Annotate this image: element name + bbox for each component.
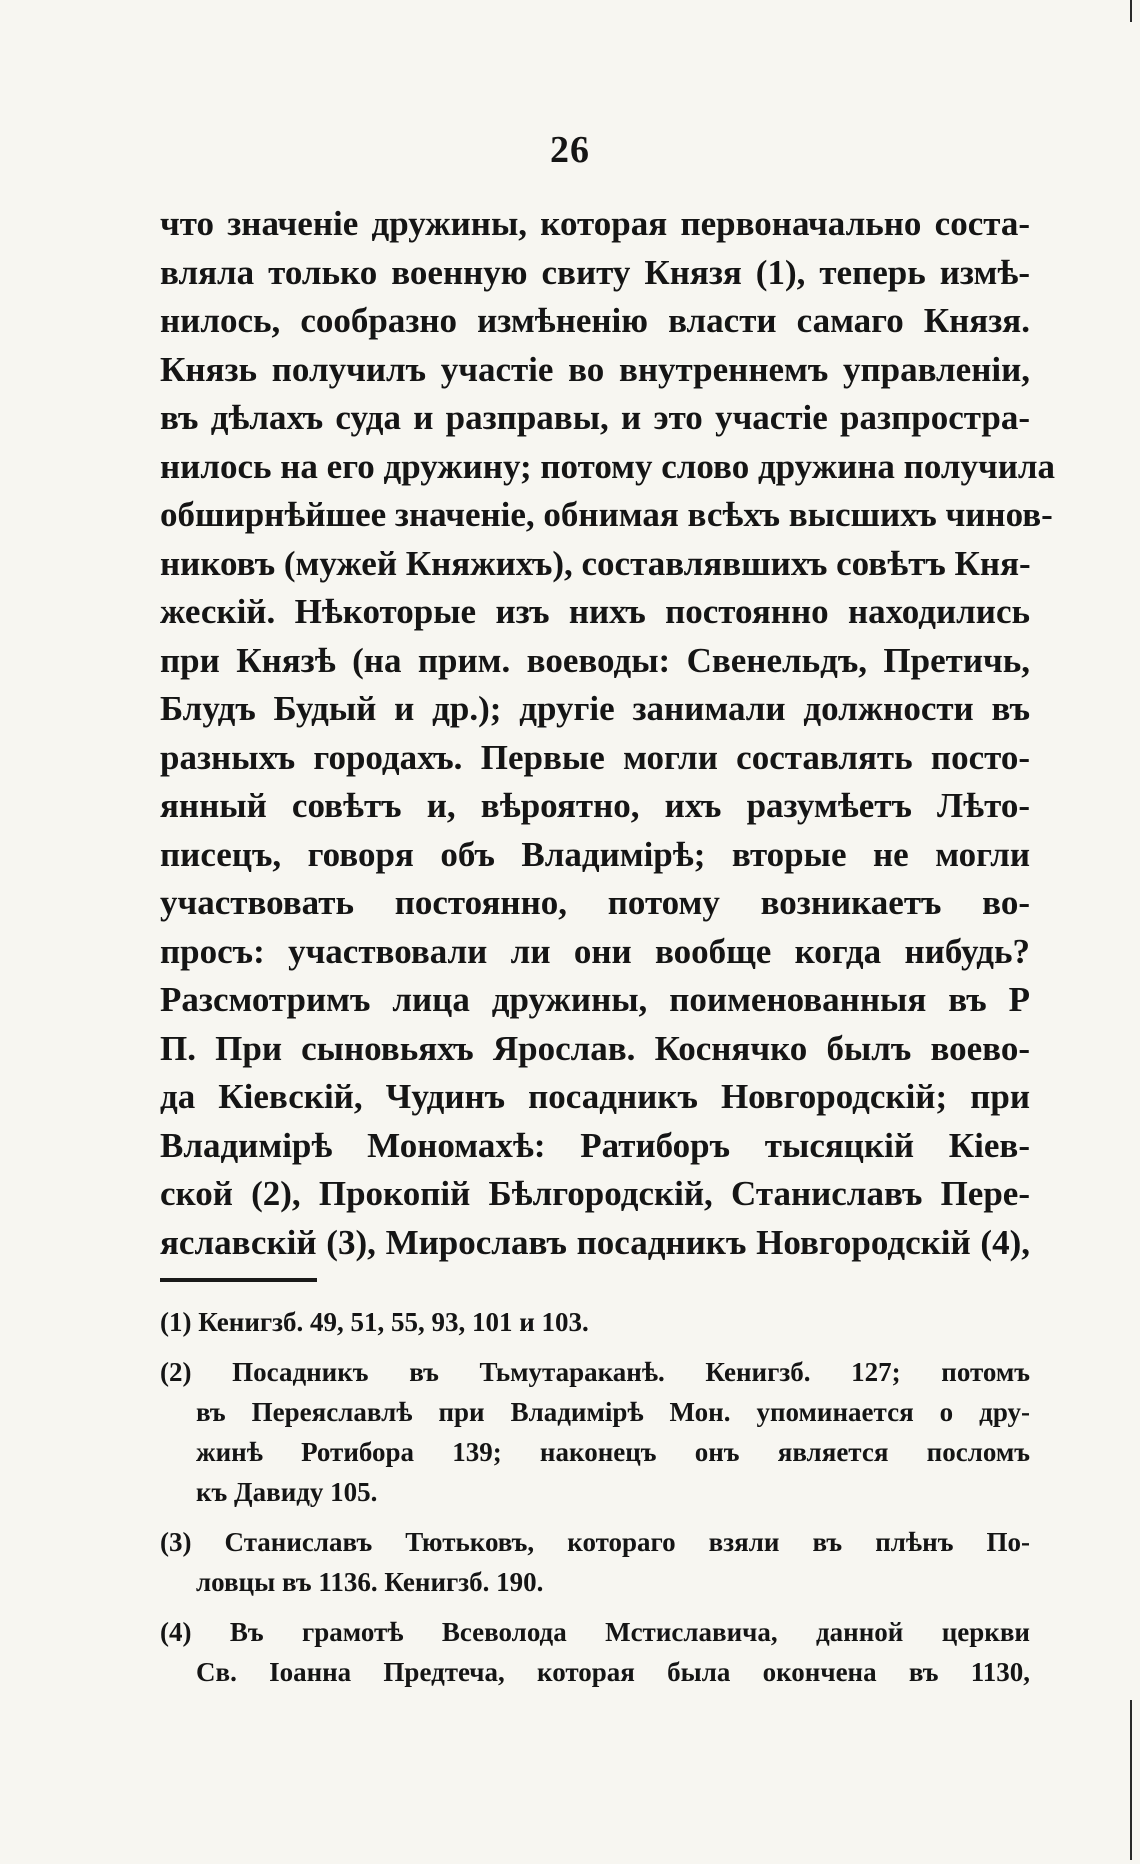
text-line: писецъ, говоря объ Владимірѣ; вторые не могли — [160, 834, 1030, 874]
footnote-line: къ Давиду 105. — [196, 1477, 378, 1507]
footnote-4 — [160, 1612, 1030, 1692]
footnote-2 — [160, 1352, 1030, 1512]
text-line: разныхъ городахъ. Первые могли составлять посто- — [160, 737, 1030, 777]
footnotes — [160, 1302, 1030, 1702]
footnote-line: (3) Станиславъ Тютьковъ, котораго взяли въ плѣнъ По- — [160, 1527, 1030, 1557]
text-line: просъ: участвовали ли они вообще когда нибудь? — [160, 931, 1030, 971]
text-line: участвовать постоянно, потому возникаетъ во- — [160, 883, 1030, 922]
page-number: 26 — [550, 129, 590, 171]
text-line: что значеніе дружины, которая первоначально соста- — [160, 204, 1030, 243]
text-line: нилось, сообразно измѣненію власти самаго Князя. — [160, 301, 1030, 340]
text-line: янный совѣтъ и, вѣроятно, ихъ разумѣетъ Лѣто- — [160, 786, 1030, 825]
page-edge-mark-top — [1130, 0, 1132, 22]
text-line: жескій. Нѣкоторые изъ нихъ постоянно находились — [160, 592, 1030, 631]
footnote-line: (1) Кенигзб. 49, 51, 55, 93, 101 и 103. — [160, 1307, 589, 1337]
footnote-line: жинѣ Ротибора 139; наконецъ онъ является посломъ — [196, 1437, 1030, 1467]
text-line: Владимірѣ Мономахѣ: Ратиборъ тысяцкій Кіев- — [160, 1125, 1030, 1165]
main-text-block — [160, 200, 1056, 1267]
text-line: Блудъ Будый и др.); другіе занимали должности въ — [160, 689, 1030, 728]
text-line: никовъ (мужей Княжихъ), составлявшихъ совѣтъ Кня- — [160, 543, 1031, 583]
text-line: П. При сыновьяхъ Ярослав. Коснячко былъ воево- — [160, 1028, 1030, 1068]
footnote-line: ловцы въ 1136. Кенигзб. 190. — [196, 1567, 544, 1597]
text-line: при Князѣ (на прим. воеводы: Свенельдъ, Претичь, — [160, 640, 1030, 680]
footnote-line: въ Переяславлѣ при Владимірѣ Мон. упоминается о дру- — [196, 1397, 1030, 1427]
footnote-1 — [160, 1302, 1030, 1342]
footnote-line: (2) Посадникъ въ Тьмутараканѣ. Кенигзб. 127; потомъ — [160, 1357, 1030, 1387]
footnote-separator — [160, 1278, 317, 1282]
text-line: въ дѣлахъ суда и разправы, и это участіе разпростра- — [160, 398, 1030, 437]
text-line: обширнѣйшее значеніе, обнимая всѣхъ высшихъ чинов- — [160, 495, 1053, 534]
text-line: нилось на его дружину; потому слово дружина получила — [160, 446, 1056, 486]
footnote-line: (4) Въ грамотѣ Всеволода Мстиславича, данной церкви — [160, 1617, 1030, 1647]
page-edge-mark-bottom — [1130, 1700, 1132, 1860]
text-line: Разсмотримъ лица дружины, поименованныя въ Р — [160, 980, 1030, 1019]
text-line: яславскій (3), Мирославъ посадникъ Новгородскій (4), — [160, 1222, 1030, 1262]
text-line: Князь получилъ участіе во внутреннемъ управленіи, — [160, 349, 1030, 389]
text-line: да Кіевскій, Чудинъ посадникъ Новгородскій; при — [160, 1077, 1030, 1116]
footnote-line: Св. Іоанна Предтеча, которая была окончена въ 1130, — [196, 1657, 1030, 1687]
footnote-3 — [160, 1522, 1030, 1602]
text-line: ской (2), Прокопій Бѣлгородскій, Станиславъ Пере- — [160, 1174, 1030, 1213]
text-line: вляла только военную свиту Князя (1), теперь измѣ- — [160, 252, 1030, 292]
